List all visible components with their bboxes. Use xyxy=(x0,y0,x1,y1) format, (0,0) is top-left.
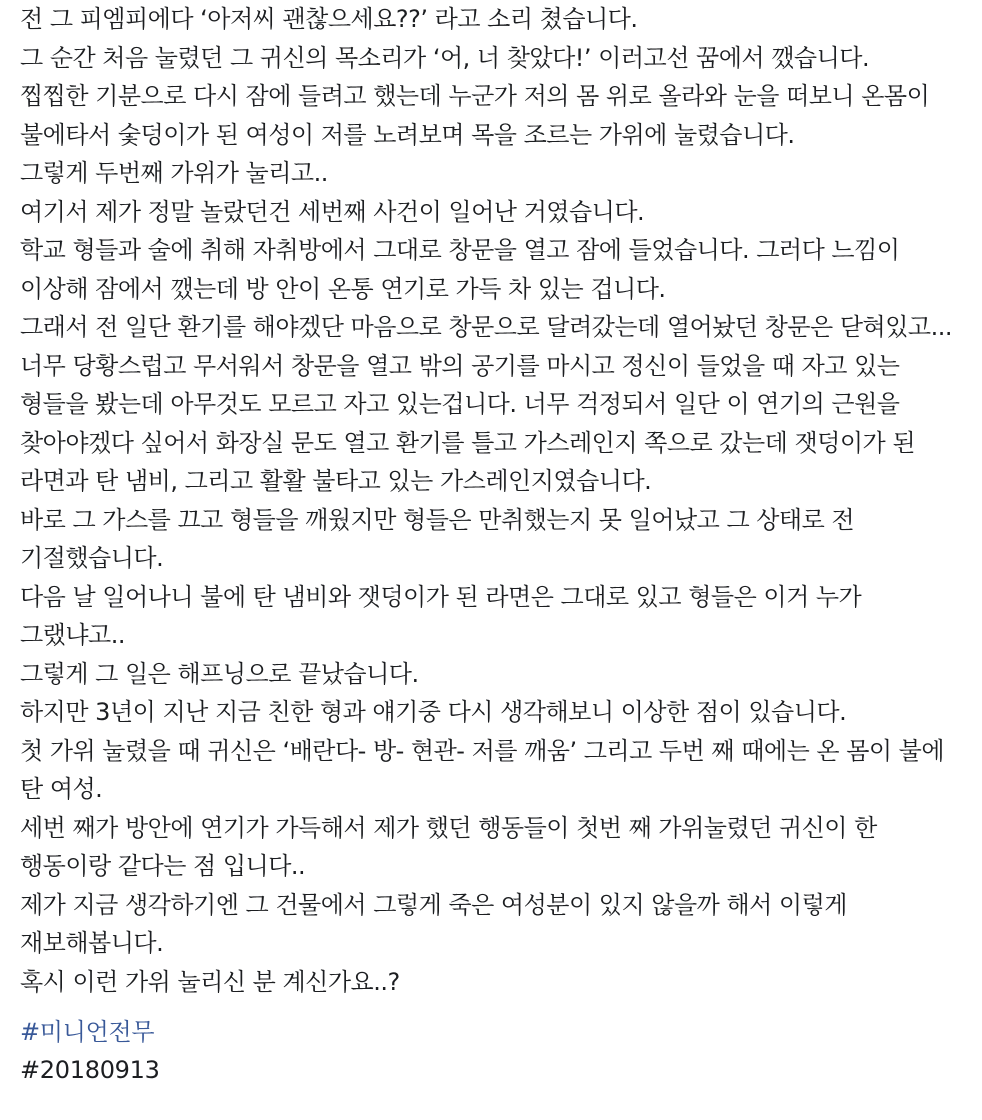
post-paragraph: 그렇게 두번째 가위가 눌리고.. xyxy=(20,159,328,187)
post-paragraph: 그래서 전 일단 환기를 해야겠단 마음으로 창문으로 달려갔는데 열어놨던 창문은 닫혀있고... xyxy=(20,313,952,341)
post-paragraph: 찝찝한 기분으로 다시 잠에 들려고 했는데 누군가 저의 몸 위로 올라와 눈을 떠보니 온몸이 불에타서 숯덩이가 된 여성이 저를 노려보며 목을 조르는 가위에 눌렸습니다. xyxy=(20,82,930,149)
post-paragraph: 학교 형들과 술에 취해 자취방에서 그대로 창문을 열고 잠에 들었습니다. 그러다 느낌이 이상해 잠에서 깼는데 방 안이 온통 연기로 가득 차 있는 겁니다. xyxy=(20,236,900,303)
post-paragraph: 하지만 3년이 지난 지금 친한 형과 얘기중 다시 생각해보니 이상한 점이 있습니다. xyxy=(20,698,847,726)
date-tag: #20180913 xyxy=(20,1056,160,1084)
post-paragraph: 세번 째가 방안에 연기가 가득해서 제가 했던 행동들이 첫번 째 가위눌렸던 귀신이 한 행동이랑 같다는 점 입니다.. xyxy=(20,813,877,880)
post-paragraph: 바로 그 가스를 끄고 형들을 깨웠지만 형들은 만취했는지 못 일어났고 그 상태로 전 기절했습니다. xyxy=(20,505,855,572)
post-paragraph: 그 순간 처음 눌렸던 그 귀신의 목소리가 ‘어, 너 찾았다!’ 이러고선 꿈에서 깼습니다. xyxy=(20,43,870,72)
post-paragraph: 전 그 피엠피에다 ‘아저씨 괜찮으세요??’ 라고 소리 쳤습니다. xyxy=(20,5,638,33)
post-paragraph: 여기서 제가 정말 놀랐던건 세번째 사건이 일어난 거였습니다. xyxy=(20,197,645,226)
tag-list xyxy=(20,1013,970,1089)
post-body xyxy=(20,0,970,1089)
post-paragraph: 다음 날 일어나니 불에 탄 냄비와 잿덩이가 된 라면은 그대로 있고 형들은 이거 누가 그랬냐고.. xyxy=(20,582,862,649)
post-paragraph: 그렇게 그 일은 해프닝으로 끝났습니다. xyxy=(20,659,419,688)
post-paragraph: 혹시 이런 가위 눌리신 분 계신가요..? xyxy=(20,967,400,996)
hashtag-link[interactable]: #미니언전무 xyxy=(20,1018,155,1046)
post-paragraph: 너무 당황스럽고 무서워서 창문을 열고 밖의 공기를 마시고 정신이 들었을 때 자고 있는 형들을 봤는데 아무것도 모르고 자고 있는겁니다. 너무 걱정되서 일단 이 연기의 근원을 찾아야겠다 싶어서 화장실 문도 열고 환기를 틀고 가스레인지 쪽으로 갔는데 잿덩이가 된 라면과 탄 냄비, 그리고 활활 불타고 있는 가스레인지였습니다. xyxy=(20,351,916,495)
post-paragraph: 제가 지금 생각하기엔 그 건물에서 그렇게 죽은 여성분이 있지 않을까 해서 이렇게 재보해봅니다. xyxy=(20,890,847,957)
post-paragraph: 첫 가위 눌렸을 때 귀신은 ‘배란다- 방- 현관- 저를 깨움’ 그리고 두번 째 때에는 온 몸이 불에 탄 여성. xyxy=(20,736,945,803)
